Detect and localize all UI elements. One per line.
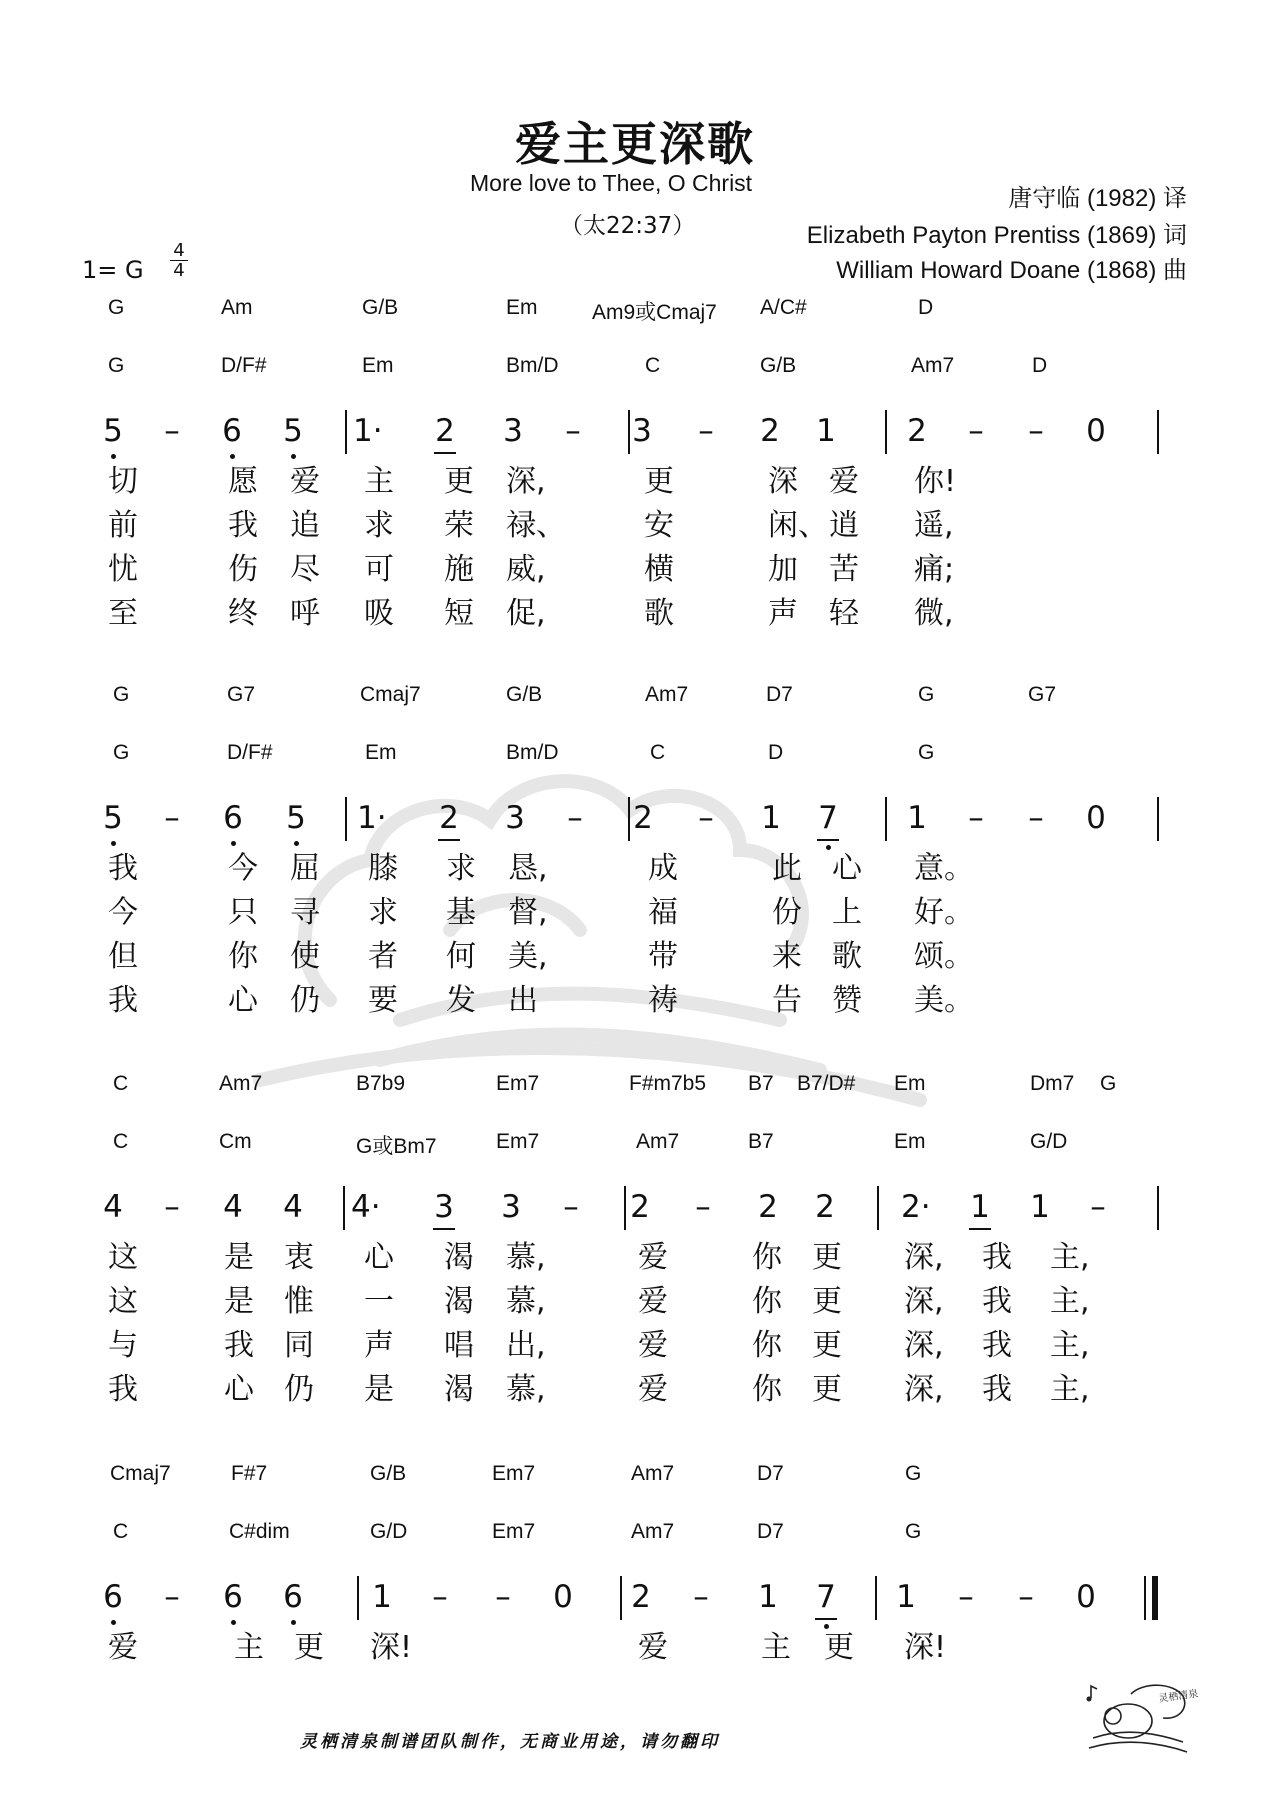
- lyric-character: 歌: [832, 939, 862, 974]
- note-numeral: 2: [760, 413, 780, 449]
- lyric-character: 美。: [914, 983, 974, 1018]
- chord-label: G/B: [760, 354, 797, 377]
- lyric-character: 更: [812, 1284, 842, 1319]
- scripture-reference: （太22:37）: [560, 213, 696, 239]
- chord-label: C#dim: [229, 1520, 290, 1543]
- lyric-character: 一: [364, 1284, 394, 1319]
- lyric-character: 颂。: [914, 939, 974, 974]
- lyric-character: 主,: [1050, 1372, 1090, 1407]
- note-numeral: –: [164, 800, 180, 836]
- lyric-character: 爱: [290, 464, 320, 499]
- note-numeral: 2: [907, 413, 927, 449]
- note-numeral: 6: [223, 800, 243, 836]
- lyric-character: 我: [108, 983, 138, 1018]
- lyric-character: 苦: [829, 552, 859, 587]
- note-numeral: –: [1090, 1189, 1106, 1225]
- lyric-character: 深!: [904, 1630, 947, 1665]
- note-numeral: 3: [503, 413, 523, 449]
- note-numeral: 2: [815, 1189, 835, 1225]
- lyric-character: 遥,: [914, 508, 954, 543]
- chord-label: Am9或Cmaj7: [592, 301, 717, 324]
- chord-label: Em7: [492, 1520, 536, 1543]
- note-numeral: –: [565, 413, 581, 449]
- bar-line: [628, 797, 630, 841]
- note-numeral: 4: [283, 1189, 303, 1225]
- note-numeral: 2: [439, 800, 459, 836]
- lyric-character: 出,: [506, 1328, 546, 1363]
- note-numeral: 5: [103, 413, 123, 449]
- lyric-character: 仍: [284, 1372, 314, 1407]
- note-numeral: –: [164, 1189, 180, 1225]
- lyric-character: 深,: [904, 1284, 944, 1319]
- lyric-character: 切: [108, 464, 138, 499]
- chord-label: F#m7b5: [629, 1072, 707, 1095]
- chord-label: C: [113, 1072, 129, 1095]
- note-numeral: 2: [758, 1189, 778, 1225]
- lyric-character: 终: [228, 596, 258, 631]
- chord-label: D: [768, 741, 784, 764]
- lyric-character: 主,: [1050, 1328, 1090, 1363]
- bar-line: [875, 1576, 877, 1620]
- lyric-character: 威,: [506, 552, 546, 587]
- bar-line: [1144, 1576, 1146, 1620]
- note-numeral: 1: [816, 413, 836, 449]
- lyric-character: 更: [812, 1328, 842, 1363]
- chord-label: Am7: [219, 1072, 263, 1095]
- lyric-character: 要: [368, 983, 398, 1018]
- chord-label: Bm/D: [506, 741, 559, 764]
- lyric-character: 更: [812, 1240, 842, 1275]
- translator-credit: 唐守临 (1982) 译: [1008, 185, 1187, 212]
- chord-label: D/F#: [227, 741, 273, 764]
- chord-label: G: [918, 683, 935, 706]
- note-numeral: 1·: [353, 413, 383, 449]
- eighth-note-underline: [969, 1228, 991, 1230]
- lyric-character: 来: [772, 939, 802, 974]
- note-numeral: 6: [283, 1579, 303, 1615]
- lyric-character: 惟: [284, 1284, 314, 1319]
- note-numeral: 0: [1076, 1579, 1096, 1615]
- note-numeral: 1·: [357, 800, 387, 836]
- lyric-character: 深,: [904, 1372, 944, 1407]
- final-bar-line: [1152, 1576, 1158, 1620]
- chord-label: Em: [894, 1072, 926, 1095]
- lyric-character: 你: [752, 1240, 782, 1275]
- lyric-character: 但: [108, 939, 138, 974]
- lyric-character: 与: [108, 1328, 138, 1363]
- lyric-character: 衷: [284, 1240, 314, 1275]
- note-numeral: 6: [223, 1579, 243, 1615]
- chord-label: Cm: [219, 1130, 252, 1153]
- chord-label: Am: [221, 296, 253, 319]
- chord-label: G/B: [506, 683, 543, 706]
- note-numeral: 3: [632, 413, 652, 449]
- eighth-note-underline: [817, 839, 839, 841]
- time-signature-top: 4: [173, 240, 185, 261]
- chord-label: D7: [757, 1462, 784, 1485]
- lyric-character: 愿: [228, 464, 258, 499]
- note-numeral: 5: [286, 800, 306, 836]
- note-numeral: 6: [103, 1579, 123, 1615]
- lyric-character: 上: [832, 895, 862, 930]
- lyric-character: 你: [752, 1284, 782, 1319]
- lyric-character: 爱: [108, 1630, 138, 1665]
- chord-label: B7b9: [356, 1072, 406, 1095]
- lyric-character: 可: [364, 552, 394, 587]
- bar-line: [343, 1186, 345, 1230]
- lyric-character: 施: [444, 552, 474, 587]
- note-numeral: –: [563, 1189, 579, 1225]
- note-numeral: 5: [103, 800, 123, 836]
- lyric-character: 你: [752, 1328, 782, 1363]
- lyric-character: 你: [228, 939, 258, 974]
- lyric-character: 痛;: [914, 552, 955, 587]
- lyric-character: 我: [108, 1372, 138, 1407]
- lyricist-credit: Elizabeth Payton Prentiss (1869) 词: [806, 222, 1187, 249]
- note-numeral: 2: [630, 1189, 650, 1225]
- note-numeral: –: [1028, 800, 1044, 836]
- chord-label: D: [1032, 354, 1048, 377]
- sheep-logo-icon: [1083, 1676, 1200, 1756]
- lyric-character: 求: [446, 851, 476, 886]
- eighth-note-underline: [438, 839, 460, 841]
- eighth-note-underline: [815, 1618, 837, 1620]
- lyric-character: 美,: [508, 939, 548, 974]
- lyric-character: 爱: [638, 1372, 668, 1407]
- chord-label: G或Bm7: [356, 1135, 437, 1158]
- chord-label: Cmaj7: [110, 1462, 171, 1485]
- lyric-character: 更: [824, 1630, 854, 1665]
- note-numeral: 2·: [901, 1189, 931, 1225]
- lyric-character: 我: [224, 1328, 254, 1363]
- lyric-character: 福: [648, 895, 678, 930]
- chord-label: C: [113, 1520, 129, 1543]
- bar-line: [620, 1576, 622, 1620]
- note-numeral: 1: [896, 1579, 916, 1615]
- lyric-character: 慕,: [506, 1240, 546, 1275]
- note-numeral: 4·: [351, 1189, 381, 1225]
- lyric-character: 深,: [904, 1240, 944, 1275]
- chord-label: Bm/D: [506, 354, 559, 377]
- bar-line: [345, 410, 347, 454]
- chord-label: Em7: [496, 1072, 540, 1095]
- time-signature-bottom: 4: [173, 260, 185, 281]
- lyric-character: 发: [446, 983, 476, 1018]
- lyric-character: 呼: [290, 596, 320, 631]
- note-numeral: 7: [816, 1579, 836, 1615]
- lyric-character: 何: [446, 939, 476, 974]
- note-numeral: 6: [222, 413, 242, 449]
- chord-label: Cmaj7: [360, 683, 421, 706]
- lyric-character: 更: [294, 1630, 324, 1665]
- lyric-character: 主: [364, 464, 394, 499]
- note-numeral: 0: [1086, 800, 1106, 836]
- chord-label: G7: [227, 683, 256, 706]
- lyric-character: 心: [224, 1372, 254, 1407]
- lyric-character: 更: [644, 464, 674, 499]
- lyric-character: 爱: [638, 1630, 668, 1665]
- lyric-character: 渴: [444, 1372, 474, 1407]
- lyric-character: 爱: [829, 464, 859, 499]
- lyric-character: 主: [761, 1630, 791, 1665]
- note-numeral: –: [1028, 413, 1044, 449]
- lyric-character: 心: [832, 851, 862, 886]
- note-numeral: 3: [434, 1189, 454, 1225]
- note-numeral: –: [698, 413, 714, 449]
- octave-dot-below: [826, 845, 831, 850]
- bar-line: [885, 797, 887, 841]
- bar-line: [877, 1186, 879, 1230]
- lyric-character: 我: [982, 1284, 1012, 1319]
- chord-label: D7: [766, 683, 793, 706]
- lyric-character: 声: [768, 596, 798, 631]
- chord-label: Em7: [492, 1462, 536, 1485]
- note-numeral: –: [698, 800, 714, 836]
- chord-label: D: [918, 296, 934, 319]
- lyric-character: 逍: [829, 508, 859, 543]
- lyric-character: 追: [290, 508, 320, 543]
- lyric-character: 仍: [290, 983, 320, 1018]
- chord-label: Dm7: [1030, 1072, 1075, 1095]
- logo-text: 灵栖清泉: [1157, 1688, 1200, 1705]
- lyric-character: 寻: [290, 895, 320, 930]
- note-numeral: 0: [553, 1579, 573, 1615]
- lyric-character: 基: [446, 895, 476, 930]
- chord-label: Am7: [636, 1130, 680, 1153]
- lyric-character: 屈: [290, 851, 320, 886]
- lyric-character: 告: [772, 983, 802, 1018]
- lyric-character: 是: [364, 1372, 394, 1407]
- lyric-character: 深!: [370, 1630, 413, 1665]
- lyric-character: 督,: [508, 895, 548, 930]
- note-numeral: 4: [103, 1189, 123, 1225]
- chord-label: A/C#: [760, 296, 807, 319]
- note-numeral: 3: [501, 1189, 521, 1225]
- lyric-character: 深,: [904, 1328, 944, 1363]
- lyric-character: 这: [108, 1240, 138, 1275]
- lyric-character: 是: [224, 1240, 254, 1275]
- lyric-character: 声: [364, 1328, 394, 1363]
- lyric-character: 闲、: [768, 508, 828, 543]
- chord-label: B7: [748, 1072, 774, 1095]
- bar-line: [1157, 1186, 1159, 1230]
- note-numeral: 1: [970, 1189, 990, 1225]
- lyric-character: 是: [224, 1284, 254, 1319]
- lyric-character: 这: [108, 1284, 138, 1319]
- note-numeral: 4: [223, 1189, 243, 1225]
- note-numeral: –: [495, 1579, 511, 1615]
- key-signature: 1= G: [82, 256, 144, 284]
- lyric-character: 轻: [829, 596, 859, 631]
- chord-label: G7: [1028, 683, 1057, 706]
- note-numeral: –: [164, 413, 180, 449]
- chord-label: B7/D#: [797, 1072, 856, 1095]
- lyric-character: 更: [444, 464, 474, 499]
- lyric-character: 短: [444, 596, 474, 631]
- lyric-character: 荣: [444, 508, 474, 543]
- note-numeral: –: [432, 1579, 448, 1615]
- chord-label: G: [108, 296, 125, 319]
- lyric-character: 你!: [914, 464, 957, 499]
- lyric-character: 深,: [506, 464, 546, 499]
- lyric-character: 微,: [914, 596, 954, 631]
- footer-notice: 灵栖清泉制谱团队制作，无商业用途，请勿翻印: [300, 1732, 720, 1752]
- chord-label: D/F#: [221, 354, 267, 377]
- lyric-character: 赞: [832, 983, 862, 1018]
- chord-label: G: [918, 741, 935, 764]
- note-numeral: 2: [633, 800, 653, 836]
- chord-label: G/B: [370, 1462, 407, 1485]
- lyric-character: 我: [982, 1372, 1012, 1407]
- bar-line: [624, 1186, 626, 1230]
- lyric-character: 你: [752, 1372, 782, 1407]
- lyric-character: 深: [768, 464, 798, 499]
- note-numeral: 1: [761, 800, 781, 836]
- chord-label: Em: [506, 296, 538, 319]
- note-numeral: –: [968, 800, 984, 836]
- lyric-character: 求: [364, 508, 394, 543]
- lyric-character: 爱: [638, 1240, 668, 1275]
- lyric-character: 主,: [1050, 1240, 1090, 1275]
- lyric-character: 今: [228, 851, 258, 886]
- note-numeral: 3: [505, 800, 525, 836]
- chord-label: G: [108, 354, 125, 377]
- chord-label: B7: [748, 1130, 774, 1153]
- note-numeral: 2: [435, 413, 455, 449]
- lyric-character: 促,: [506, 596, 546, 631]
- chord-label: G: [905, 1462, 922, 1485]
- lyric-character: 只: [228, 895, 258, 930]
- lyric-character: 使: [290, 939, 320, 974]
- note-numeral: –: [693, 1579, 709, 1615]
- composer-credit: William Howard Doane (1868) 曲: [836, 257, 1187, 284]
- note-numeral: –: [968, 413, 984, 449]
- lyric-character: 前: [108, 508, 138, 543]
- chord-label: G: [113, 741, 130, 764]
- note-numeral: 1: [1030, 1189, 1050, 1225]
- lyric-character: 膝: [368, 851, 398, 886]
- lyric-character: 更: [812, 1372, 842, 1407]
- bar-line: [345, 797, 347, 841]
- chord-label: Am7: [631, 1462, 675, 1485]
- lyric-character: 爱: [638, 1328, 668, 1363]
- chord-label: F#7: [231, 1462, 268, 1485]
- note-numeral: 5: [283, 413, 303, 449]
- note-numeral: 7: [818, 800, 838, 836]
- lyric-character: 禄、: [506, 508, 566, 543]
- lyric-character: 我: [108, 851, 138, 886]
- lyric-character: 者: [368, 939, 398, 974]
- lyric-character: 我: [228, 508, 258, 543]
- note-numeral: 1: [907, 800, 927, 836]
- chord-label: Am7: [645, 683, 689, 706]
- bar-line: [885, 410, 887, 454]
- lyric-character: 我: [982, 1328, 1012, 1363]
- lyric-character: 至: [108, 596, 138, 631]
- chord-label: C: [645, 354, 661, 377]
- lyric-character: 主: [234, 1630, 264, 1665]
- chord-label: Am7: [631, 1520, 675, 1543]
- chord-label: Em: [894, 1130, 926, 1153]
- note-numeral: 0: [1086, 413, 1106, 449]
- bar-line: [1157, 410, 1159, 454]
- chord-label: G/B: [362, 296, 399, 319]
- chord-label: Em: [362, 354, 394, 377]
- note-numeral: –: [164, 1579, 180, 1615]
- note-numeral: –: [695, 1189, 711, 1225]
- bar-line: [628, 410, 630, 454]
- chord-label: Em7: [496, 1130, 540, 1153]
- english-subtitle: More love to Thee, O Christ: [470, 170, 753, 196]
- lyric-character: 出: [508, 983, 538, 1018]
- lyric-character: 此: [772, 851, 802, 886]
- note-numeral: –: [567, 800, 583, 836]
- lyric-character: 忧: [108, 552, 138, 587]
- note-numeral: 2: [631, 1579, 651, 1615]
- eighth-note-underline: [433, 1228, 455, 1230]
- lyric-character: 意。: [914, 851, 974, 886]
- chord-label: Am7: [911, 354, 955, 377]
- chord-label: Em: [365, 741, 397, 764]
- lyric-character: 安: [644, 508, 674, 543]
- chord-label: G: [1100, 1072, 1117, 1095]
- time-signature: [170, 242, 188, 279]
- chord-label: G: [113, 683, 130, 706]
- note-numeral: –: [1018, 1579, 1034, 1615]
- lyric-character: 加: [768, 552, 798, 587]
- lyric-character: 慕,: [506, 1284, 546, 1319]
- chord-label: G: [905, 1520, 922, 1543]
- chord-label: C: [650, 741, 666, 764]
- lyric-character: 心: [228, 983, 258, 1018]
- chord-label: G/D: [370, 1520, 408, 1543]
- lyric-character: 唱: [444, 1328, 474, 1363]
- lyric-character: 求: [368, 895, 398, 930]
- chord-label: G/D: [1030, 1130, 1068, 1153]
- lyric-character: 份: [772, 895, 802, 930]
- lyric-character: 我: [982, 1240, 1012, 1275]
- lyric-character: 今: [108, 895, 138, 930]
- note-numeral: 1: [372, 1579, 392, 1615]
- lyric-character: 慕,: [506, 1372, 546, 1407]
- bar-line: [1157, 797, 1159, 841]
- lyric-character: 恳,: [508, 851, 548, 886]
- bar-line: [357, 1576, 359, 1620]
- lyric-character: 横: [644, 552, 674, 587]
- lyric-character: 成: [648, 851, 678, 886]
- lyric-character: 带: [648, 939, 678, 974]
- lyric-character: 爱: [638, 1284, 668, 1319]
- chord-label: C: [113, 1130, 129, 1153]
- song-title: 爱主更深歌: [515, 117, 755, 171]
- lyric-character: 渴: [444, 1284, 474, 1319]
- lyric-character: 歌: [644, 596, 674, 631]
- lyric-character: 伤: [228, 552, 258, 587]
- lyric-character: 尽: [290, 552, 320, 587]
- lyric-character: 祷: [648, 983, 678, 1018]
- note-numeral: 1: [758, 1579, 778, 1615]
- lyric-character: 心: [364, 1240, 394, 1275]
- lyric-character: 吸: [364, 596, 394, 631]
- lyric-character: 主,: [1050, 1284, 1090, 1319]
- lyric-character: 好。: [914, 895, 974, 930]
- note-numeral: –: [958, 1579, 974, 1615]
- lyric-character: 渴: [444, 1240, 474, 1275]
- eighth-note-underline: [434, 452, 456, 454]
- chord-label: D7: [757, 1520, 784, 1543]
- lyric-character: 同: [284, 1328, 314, 1363]
